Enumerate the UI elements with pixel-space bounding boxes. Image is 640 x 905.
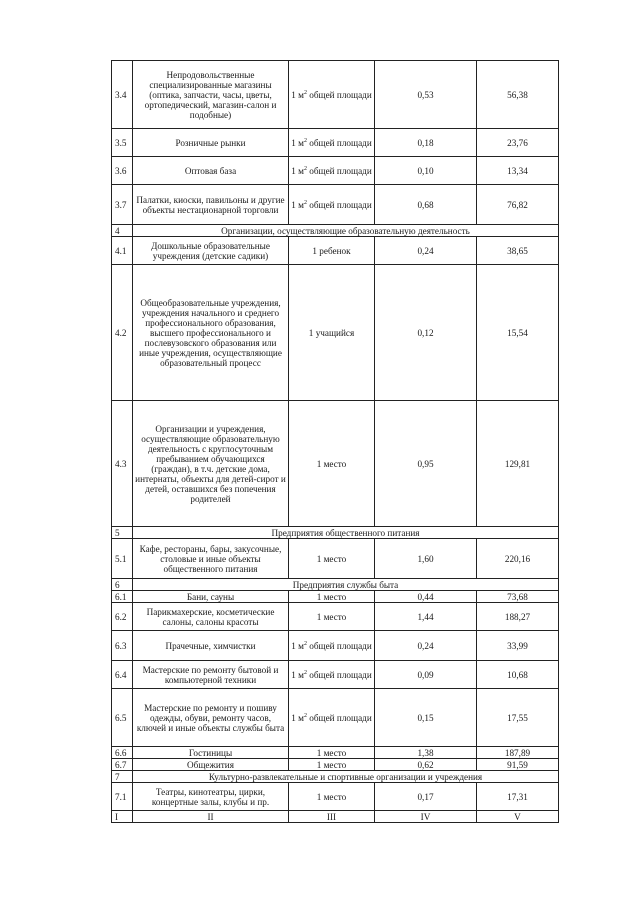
object-name: Прачечные, химчистки (133, 631, 289, 661)
table-row (112, 747, 559, 759)
norm-value: 0,24 (375, 237, 477, 265)
norm-value: 0,09 (375, 661, 477, 689)
section-title: Предприятия общественного питания (133, 527, 559, 539)
section-header-row (112, 579, 559, 591)
row-number: 3.7 (112, 185, 133, 225)
column-number: I (112, 811, 133, 823)
object-name: Гостиницы (133, 747, 289, 759)
norm-value: 1,60 (375, 539, 477, 579)
unit-of-measure: 1 место (289, 759, 375, 771)
column-number: IV (375, 811, 477, 823)
annual-value: 17,31 (477, 783, 559, 811)
object-name: Мастерские по ремонту бытовой и компьютерной техники (133, 661, 289, 689)
unit-of-measure: 1 $м^2$ общей площади (289, 129, 375, 157)
table-row (112, 265, 559, 401)
annual-value: 188,27 (477, 603, 559, 631)
annual-value: 91,59 (477, 759, 559, 771)
annual-value: 76,82 (477, 185, 559, 225)
object-name: Розничные рынки (133, 129, 289, 157)
section-title: Организации, осуществляющие образовательную деятельность (133, 225, 559, 237)
object-name: Парикмахерские, косметические салоны, салоны красоты (133, 603, 289, 631)
section-number: 6 (112, 579, 133, 591)
table-row (112, 61, 559, 129)
column-number: V (477, 811, 559, 823)
row-number: 6.4 (112, 661, 133, 689)
row-number: 3.5 (112, 129, 133, 157)
row-number: 6.2 (112, 603, 133, 631)
table-row (112, 661, 559, 689)
row-number: 3.4 (112, 61, 133, 129)
row-number: 6.6 (112, 747, 133, 759)
norm-value: 1,44 (375, 603, 477, 631)
annual-value: 129,81 (477, 401, 559, 527)
section-number: 4 (112, 225, 133, 237)
object-name: Организации и учреждения, осуществляющие образовательную деятельность с круглосуточным пребыванием обучающихся (граждан), в т.ч. детские дома, интернаты, объекты для детей-сирот и детей, оставшихся без попечения родителей (133, 401, 289, 527)
table-row (112, 539, 559, 579)
norm-value: 0,10 (375, 157, 477, 185)
norm-value: 0,18 (375, 129, 477, 157)
unit-of-measure: 1 учащийся (289, 265, 375, 401)
annual-value: 187,89 (477, 747, 559, 759)
row-number: 4.1 (112, 237, 133, 265)
object-name: Кафе, рестораны, бары, закусочные, столовые и иные объекты общественного питания (133, 539, 289, 579)
unit-of-measure: 1 $м^2$ общей площади (289, 61, 375, 129)
object-name: Бани, сауны (133, 591, 289, 603)
table-row (112, 759, 559, 771)
table-row (112, 185, 559, 225)
object-name: Театры, кинотеатры, цирки, концертные залы, клубы и пр. (133, 783, 289, 811)
row-number: 6.5 (112, 689, 133, 747)
norm-value: 0,24 (375, 631, 477, 661)
column-number: III (289, 811, 375, 823)
norm-value: 0,68 (375, 185, 477, 225)
table-row (112, 237, 559, 265)
object-name: Дошкольные образовательные учреждения (детские садики) (133, 237, 289, 265)
annual-value: 38,65 (477, 237, 559, 265)
tariff-table (111, 60, 559, 823)
annual-value: 220,16 (477, 539, 559, 579)
table-row (112, 129, 559, 157)
object-name: Непродовольственные специализированные магазины (оптика, запчасти, часы, цветы, ортопедический, магазин-салон и подобные) (133, 61, 289, 129)
object-name: Оптовая база (133, 157, 289, 185)
table-row (112, 603, 559, 631)
norm-value: 0,12 (375, 265, 477, 401)
unit-of-measure: 1 место (289, 783, 375, 811)
column-number: II (133, 811, 289, 823)
norm-value: 0,44 (375, 591, 477, 603)
row-number: 3.6 (112, 157, 133, 185)
unit-of-measure: 1 ребенок (289, 237, 375, 265)
row-number: 6.3 (112, 631, 133, 661)
object-name: Общеобразовательные учреждения, учреждения начального и среднего профессионального образования, высшего профессионального и послевузовского образования или иные учреждения, осуществляющие образовательный процесс (133, 265, 289, 401)
section-header-row (112, 225, 559, 237)
row-number: 5.1 (112, 539, 133, 579)
column-numbering-row (112, 811, 559, 823)
table-row (112, 401, 559, 527)
unit-of-measure: 1 $м^2$ общей площади (289, 185, 375, 225)
unit-of-measure: 1 место (289, 603, 375, 631)
section-title: Культурно-развлекательные и спортивные организации и учреждения (133, 771, 559, 783)
norm-value: 0,17 (375, 783, 477, 811)
unit-of-measure: 1 $м^2$ общей площади (289, 631, 375, 661)
table-row (112, 157, 559, 185)
norm-value: 1,38 (375, 747, 477, 759)
annual-value: 56,38 (477, 61, 559, 129)
object-name: Палатки, киоски, павильоны и другие объекты нестационарной торговли (133, 185, 289, 225)
row-number: 6.7 (112, 759, 133, 771)
section-title: Предприятия службы быта (133, 579, 559, 591)
object-name: Общежития (133, 759, 289, 771)
unit-of-measure: 1 $м^2$ общей площади (289, 689, 375, 747)
table-row (112, 783, 559, 811)
section-header-row (112, 527, 559, 539)
annual-value: 17,55 (477, 689, 559, 747)
norm-value: 0,62 (375, 759, 477, 771)
row-number: 6.1 (112, 591, 133, 603)
table-row (112, 689, 559, 747)
unit-of-measure: 1 $м^2$ общей площади (289, 157, 375, 185)
unit-of-measure: 1 место (289, 591, 375, 603)
norm-value: 0,95 (375, 401, 477, 527)
annual-value: 73,68 (477, 591, 559, 603)
table-row (112, 591, 559, 603)
annual-value: 10,68 (477, 661, 559, 689)
annual-value: 33,99 (477, 631, 559, 661)
annual-value: 15,54 (477, 265, 559, 401)
unit-of-measure: 1 место (289, 539, 375, 579)
annual-value: 23,76 (477, 129, 559, 157)
row-number: 7.1 (112, 783, 133, 811)
row-number: 4.3 (112, 401, 133, 527)
unit-of-measure: 1 место (289, 747, 375, 759)
table-row (112, 631, 559, 661)
unit-of-measure: 1 $м^2$ общей площади (289, 661, 375, 689)
section-number: 7 (112, 771, 133, 783)
unit-of-measure: 1 место (289, 401, 375, 527)
norm-value: 0,53 (375, 61, 477, 129)
section-number: 5 (112, 527, 133, 539)
norm-value: 0,15 (375, 689, 477, 747)
section-header-row (112, 771, 559, 783)
row-number: 4.2 (112, 265, 133, 401)
annual-value: 13,34 (477, 157, 559, 185)
object-name: Мастерские по ремонту и пошиву одежды, обуви, ремонту часов, ключей и иные объекты службы быта (133, 689, 289, 747)
